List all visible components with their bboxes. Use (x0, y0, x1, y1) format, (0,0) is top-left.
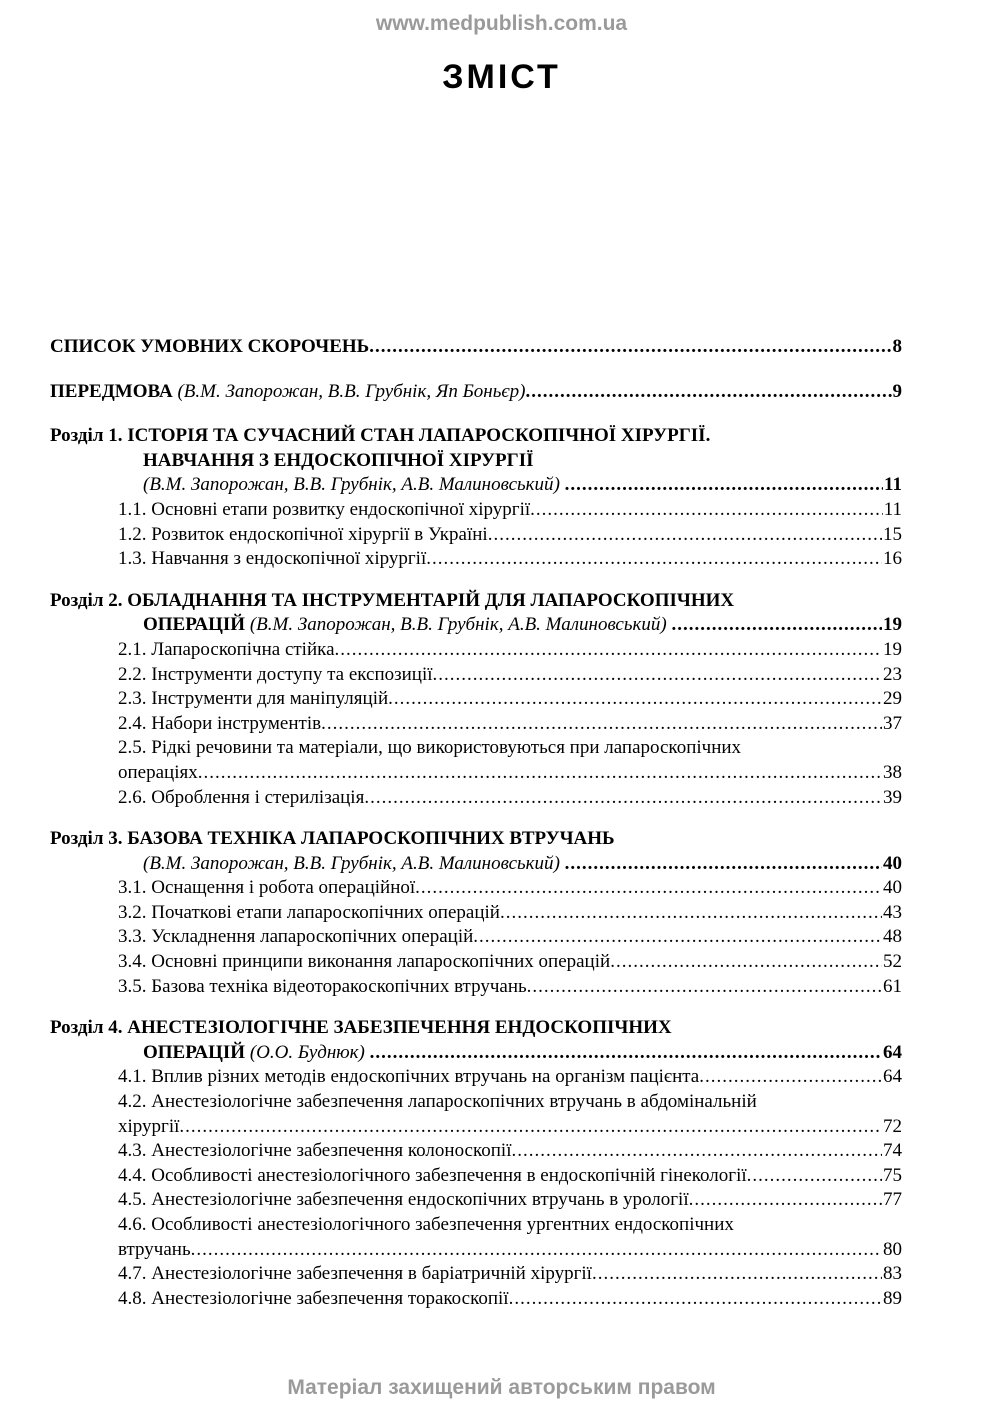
section-4 (50, 1016, 902, 1311)
page-number: 8 (892, 336, 902, 357)
section-heading-line2: НАВЧАННЯ З ЕНДОСКОПІЧНОЇ ХІРУРГІЇ (143, 449, 534, 471)
authors: В.М. Запорожан, В.В. Грубнік, А.В. Малиновський (149, 474, 554, 496)
toc-subentry[interactable]: 3.2. Початкові етапи лапароскопічних операцій ..... 43 (50, 901, 902, 926)
section-heading[interactable]: Розділ 2. ОБЛАДНАННЯ ТА ІНСТРУМЕНТАРІЙ ДЛЯ ЛАПАРОСКОПІЧНИХ (50, 589, 735, 611)
toc-subentry[interactable]: 4.5. Анестезіологічне забезпечення ендоскопічних втручань в урології ..... 77 (50, 1188, 902, 1213)
page-number: 19 (883, 614, 902, 636)
copyright-watermark: Матеріал захищений авторським правом (287, 1376, 716, 1399)
page-number: 64 (883, 1041, 902, 1063)
section-1 (50, 424, 902, 572)
toc-subentry[interactable]: 4.6. Особливості анестезіологічного забезпечення ургентних ендоскопічних (118, 1214, 734, 1235)
section-2 (50, 589, 902, 810)
toc-subentry[interactable]: 4.7. Анестезіологічне забезпечення в баріатричній хірургії ..... 83 (50, 1262, 902, 1287)
leader-dots (370, 1041, 882, 1066)
toc-subentry[interactable]: 4.4. Особливості анестезіологічного забезпечення в ендоскопічній гінекології ..... 75 (50, 1164, 902, 1189)
toc-subentry[interactable]: 4.1. Вплив різних методів ендоскопічних втручань на організм пацієнта ..... 64 (50, 1065, 902, 1090)
section-authors-row: (В.М. Запорожан, В.В. Грубнік, А.В. Малиновський) ..... 11 (50, 473, 902, 498)
authors: В.М. Запорожан, В.В. Грубнік, Яп Боньєр (183, 380, 520, 402)
authors: О.О. Буднюк (256, 1041, 359, 1063)
authors: В.М. Запорожан, В.В. Грубнік, А.В. Малиновський (256, 614, 661, 636)
page-number: 40 (883, 852, 902, 874)
toc-subentry[interactable]: 2.2. Інструменти доступу та експозиції ..... 23 (50, 663, 902, 688)
toc-entry-label: ПЕРЕДМОВА (В.М. Запорожан, В.В. Грубнік, Яп Боньєр) (50, 380, 526, 402)
toc-subentry[interactable]: 2.5. Рідкі речовини та матеріали, що використовуються при лапароскопічних (118, 737, 742, 759)
toc-subentry[interactable]: 4.3. Анестезіологічне забезпечення колоноскопії ..... 74 (50, 1139, 902, 1164)
page-number: 11 (884, 474, 902, 496)
toc-subentry[interactable]: 1.1. Основні етапи розвитку ендоскопічної хірургії ..... 11 (50, 498, 902, 523)
toc-subentry[interactable]: 2.1. Лапароскопічна стійка ..... 19 (50, 638, 902, 663)
page-number: 9 (892, 380, 902, 402)
leader-dots (565, 852, 882, 877)
toc-subentry[interactable]: 1.2. Розвиток ендоскопічної хірургії в Україні ..... 15 (50, 523, 902, 548)
section-authors-row: ОПЕРАЦІЙ (В.М. Запорожан, В.В. Грубнік, А.В. Малиновський) ..... 19 (50, 613, 902, 638)
toc-subentry-continuation: втручань ..... 80 (50, 1238, 902, 1263)
toc-subentry-continuation: операціях ..... 38 (50, 761, 902, 786)
toc-subentry[interactable]: 3.3. Ускладнення лапароскопічних операцій ..... 48 (50, 925, 902, 950)
leader-dots (369, 335, 891, 360)
toc-subentry-continuation: хірургії ..... 72 (50, 1115, 902, 1140)
section-heading[interactable]: Розділ 1. ІСТОРІЯ ТА СУЧАСНИЙ СТАН ЛАПАРОСКОПІЧНОЇ ХІРУРГІЇ. (50, 425, 711, 447)
section-3 (50, 827, 902, 999)
section-authors-row: (В.М. Запорожан, В.В. Грубнік, А.В. Малиновський) ..... 40 (50, 852, 902, 877)
toc-entry-label: СПИСОК УМОВНИХ СКОРОЧЕНЬ (50, 336, 370, 357)
toc-subentry[interactable]: 3.4. Основні принципи виконання лапароскопічних операцій ..... 52 (50, 950, 902, 975)
toc-subentry[interactable]: 3.1. Оснащення і робота операційної ..... 40 (50, 876, 902, 901)
toc-subentry[interactable]: 4.8. Анестезіологічне забезпечення торакоскопії ..... 89 (50, 1287, 902, 1312)
section-heading[interactable]: Розділ 3. БАЗОВА ТЕХНІКА ЛАПАРОСКОПІЧНИХ ВТРУЧАНЬ (50, 828, 615, 850)
table-of-contents (50, 335, 902, 1311)
page-title: ЗМІСТ (442, 58, 561, 96)
toc-entry-preface[interactable] (50, 380, 902, 405)
leader-dots (671, 613, 882, 638)
leader-dots (565, 473, 883, 498)
section-authors-row: ОПЕРАЦІЙ (О.О. Буднюк) ..... 64 (50, 1041, 902, 1066)
section-heading[interactable]: Розділ 4. АНЕСТЕЗІОЛОГІЧНЕ ЗАБЕЗПЕЧЕННЯ ЕНДОСКОПІЧНИХ (50, 1017, 672, 1039)
leader-dots (525, 380, 891, 405)
toc-subentry[interactable]: 4.2. Анестезіологічне забезпечення лапароскопічних втручань в абдомінальній (118, 1091, 757, 1113)
toc-subentry[interactable]: 2.6. Оброблення і стерилізація ..... 39 (50, 786, 902, 811)
authors: В.М. Запорожан, В.В. Грубнік, А.В. Малиновський (149, 852, 554, 874)
toc-subentry[interactable]: 2.4. Набори інструментів ..... 37 (50, 712, 902, 737)
toc-subentry[interactable]: 2.3. Інструменти для маніпуляцій ..... 29 (50, 687, 902, 712)
toc-entry-abbreviations[interactable] (50, 335, 902, 360)
toc-subentry[interactable]: 3.5. Базова техніка відеоторакоскопічних втручань ..... 61 (50, 975, 902, 1000)
toc-subentry[interactable]: 1.3. Навчання з ендоскопічної хірургії ..... 16 (50, 547, 902, 572)
watermark-url: www.medpublish.com.ua (375, 12, 628, 35)
